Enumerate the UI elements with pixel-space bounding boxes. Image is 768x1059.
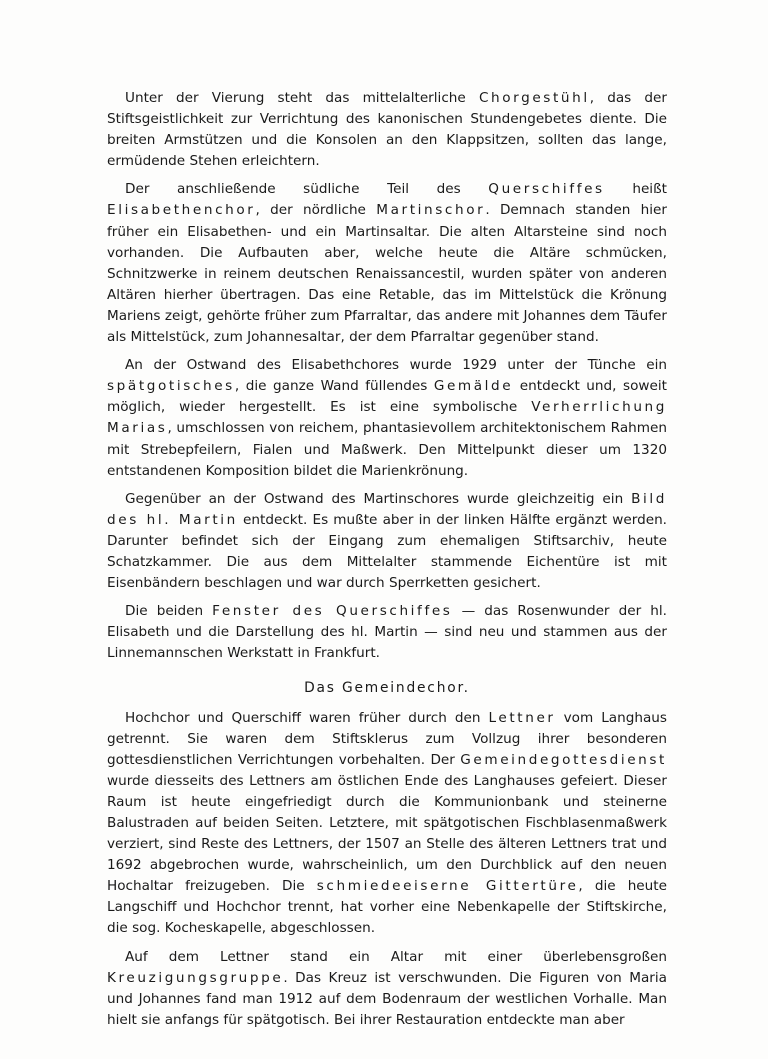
text-run: . Demnach standen hier früher ein Elisabethen- und ein Martinsaltar. Die alten Altarsteine sind noch vorhanden. Die Aufbauten aber, welche heute die Altäre schmücken, Schnitzwerke in reinem deutschen Renaissancestil, wurden später von anderen Altären hierher übertragen. Das eine Retable, das im Mittelstück die Krönung Mariens zeigt, gehörte früher zum Pfarraltar, das andere mit Johannes dem Täufer als Mittelstück, zum Johannesaltar, der dem Pfarraltar gegenüber stand. [107,202,667,346]
text-run: . Das Kreuz ist verschwunden. Die Figuren von Maria und Johannes fand man 1912 auf dem Bodenraum der westlichen Vorhalle. Man hielt sie anfangs für spätgotisch. Bei ihrer Restauration entdeckte man aber [107,969,667,1028]
text-run: vom Langhaus getrennt. Sie waren dem Stiftsklerus zum Vollzug ihrer besonderen gottesdienstlichen Verrichtungen vorbehalten. Der [107,709,667,768]
text-run: , die ganze Wand füllendes [234,378,434,395]
spaced-emphasis: schmiedeeiserne Gittertüre [316,878,579,895]
text-run: Auf dem Lettner stand ein Altar mit einer überlebensgroßen [125,948,667,965]
text-run: Hochchor und Querschiff waren früher durch den [125,709,489,726]
text-run: An der Ostwand des Elisabethchores wurde 1929 unter der Tünche ein [125,357,667,374]
text-run: Der anschließende südliche Teil des [125,181,489,198]
section-heading [107,678,667,699]
spaced-emphasis: Chorgestühl [478,90,590,106]
text-run: Das Gemeindechor. [304,680,470,697]
text-run: Die beiden [125,603,213,620]
spaced-emphasis: Lettner [488,709,556,726]
paragraph [107,489,667,594]
text-run: heißt [604,181,667,198]
spaced-emphasis: Kreuzigungsgruppe [107,969,284,986]
text-run: wurde diesseits des Lettners am östlichen Ende des Langhauses gefeiert. Dieser Raum ist heute eingefriedigt durch die Kommunionbank und steinerne Balustraden auf beiden Seiten. Letztere, mit spätgotischen Fischblasenmaßwerk verziert, sind Reste des Lettners, der 1507 an Stelle des älteren Lettners trat und 1692 abgebrochen wurde, wahrscheinlich, um den Durchblick auf den neuen Hochaltar freizugeben. Die [107,772,667,895]
spaced-emphasis: Elisabethenchor [107,202,256,219]
spaced-emphasis: Martinschor [376,202,486,219]
text-run: Gegenüber an der Ostwand des Martinschores wurde gleichzeitig ein [125,490,632,507]
spaced-emphasis: spätgotisches [107,378,235,395]
paragraph [107,355,667,482]
text-run: , umschlossen von reichem, phantasievollem architektonischem Rahmen mit Strebepfeilern, Fialen und Maßwerk. Den Mittelpunkt dieser um 1320 entstandenen Komposition bildet die Marienkrönung. [107,420,667,479]
text-run: , die heute Langschiff und Hochchor trennt, hat vorher eine Nebenkapelle der Stiftskirche, die sog. Kocheskapelle, abgeschlossen. [107,878,667,937]
spaced-emphasis: Querschiffes [488,181,605,198]
text-run: , das der Stiftsgeistlichkeit zur Verrichtung des kanonischen Stundengebetes diente. Die breiten Armstützen und die Konsolen an den Klappsitzen, sollten das lange, ermüdende Stehen erleichtern. [107,90,667,170]
text-run: entdeckt und, soweit möglich, wieder hergestellt. Es ist eine symbolische [107,378,667,416]
paragraph [107,179,667,348]
spaced-emphasis: Gemälde [433,378,514,395]
paragraph [107,601,667,664]
spaced-emphasis: Gemeindegottesdienst [460,751,667,768]
spaced-emphasis: Verherrlichung Marias [107,399,667,437]
body-text [107,88,667,1038]
text-run: , der nördliche [255,202,377,219]
spaced-emphasis: Bild des hl. Martin [107,490,667,528]
paragraph [107,708,667,940]
paragraph [107,947,667,1031]
text-run: Unter der Vierung steht das mittelalterliche [125,90,479,106]
paragraph [107,88,667,172]
text-run: entdeckt. Es mußte aber in der linken Hälfte ergänzt werden. Darunter befindet sich der Eingang zum ehemaligen Stiftsarchiv, heute Schatzkammer. Die aus dem Mittelalter stammende Eichentüre ist mit Eisenbändern beschlagen und war durch Sperrketten gesichert. [107,511,668,592]
text-run: — das Rosenwunder der hl. Elisabeth und die Darstellung des hl. Martin — sind neu und stammen aus der Linnemannschen Werkstatt in Frankfurt. [107,603,667,662]
spaced-emphasis: Fenster des Querschiffes [212,603,453,620]
